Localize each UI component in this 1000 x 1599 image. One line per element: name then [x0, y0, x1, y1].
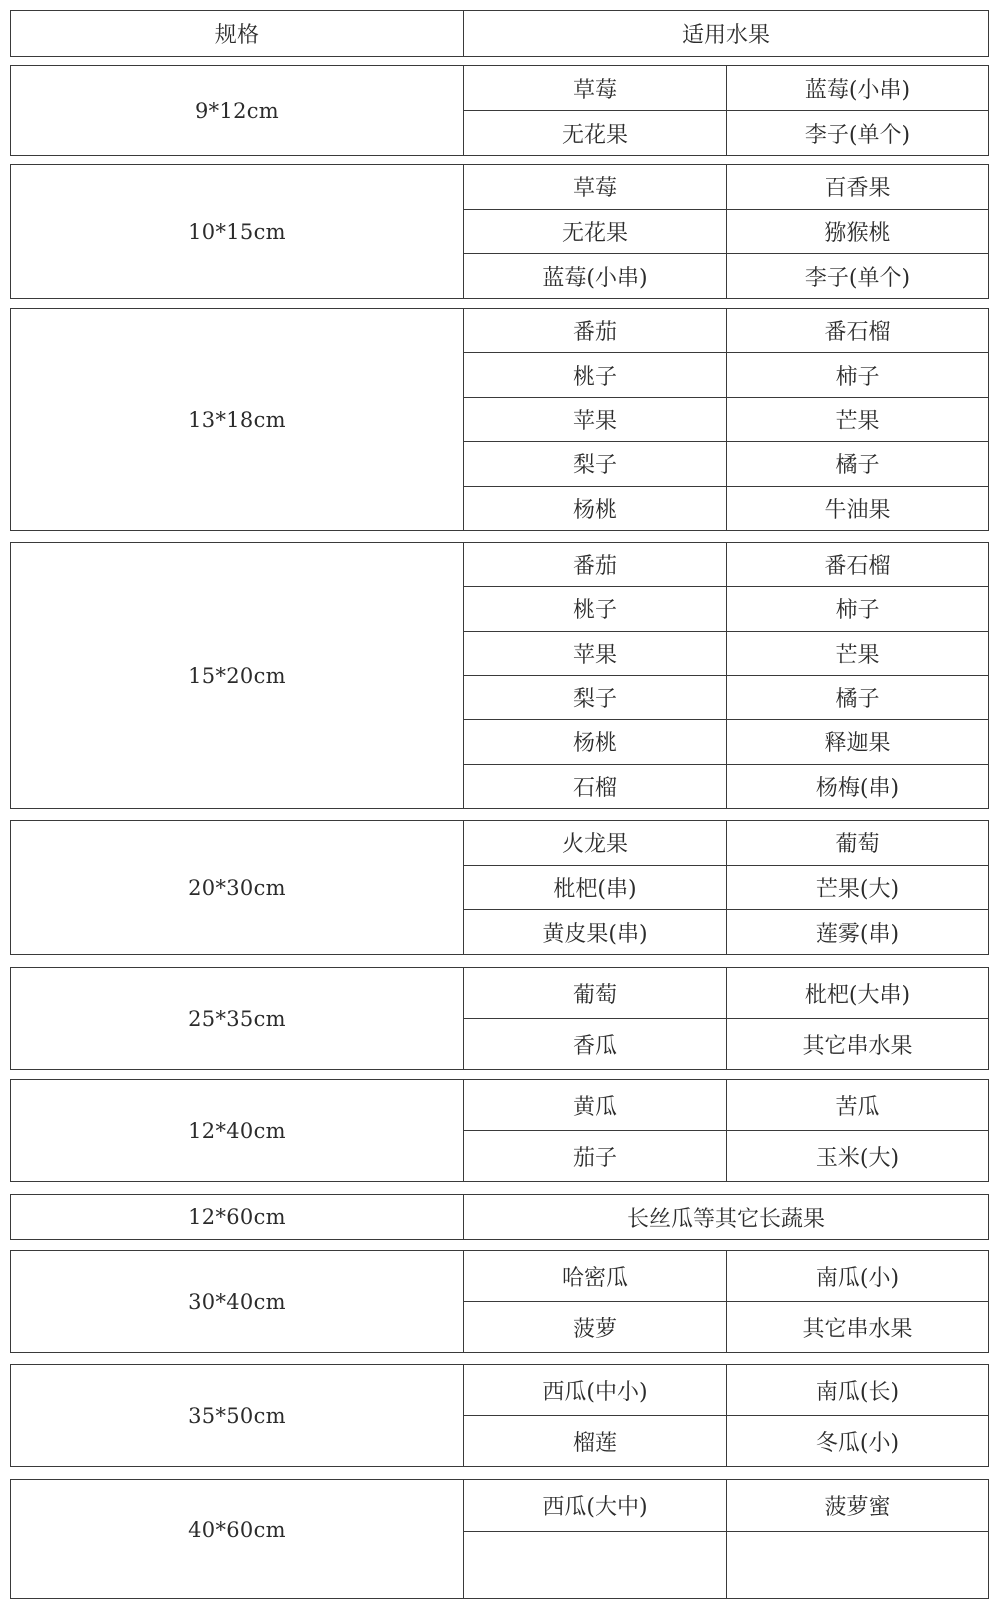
fruit-cell: 葡萄	[464, 968, 727, 1018]
size-cell: 9*12cm	[11, 66, 464, 155]
fruit-cell: 百香果	[824, 176, 891, 202]
size-group	[10, 308, 989, 531]
fruit-cell: 菠萝蜜	[824, 1495, 891, 1520]
fruit-cell: 苹果	[464, 632, 727, 675]
fruit-grid	[464, 968, 988, 1069]
fruit-cell: 南瓜(小)	[815, 1265, 900, 1291]
fruit-row	[464, 442, 988, 486]
size-cell: 20*30cm	[11, 821, 464, 954]
fruit-row	[464, 1131, 988, 1181]
fruit-cell: 火龙果	[464, 821, 727, 865]
fruit-cell: 番茄	[464, 543, 727, 586]
fruit-grid	[464, 309, 988, 530]
fruit-cell: 橘子	[835, 687, 880, 713]
fruit-row	[464, 487, 988, 530]
fruit-header: 适用水果	[681, 23, 770, 48]
fruit-span-cell: 长丝瓜等其它长蔬果	[626, 1206, 825, 1232]
fruit-grid	[464, 821, 988, 954]
fruit-cell: 南瓜(长)	[815, 1379, 900, 1405]
size-group	[10, 967, 989, 1070]
fruit-cell: 苹果	[464, 398, 727, 441]
size-cell: 25*35cm	[11, 968, 464, 1069]
fruit-row	[464, 1302, 988, 1352]
fruit-cell: 番石榴	[824, 320, 891, 346]
fruit-cell: 哈密瓜	[464, 1251, 727, 1301]
fruit-cell: 草莓	[464, 165, 727, 209]
size-cell: 35*50cm	[11, 1365, 464, 1466]
spec-header: 规格	[11, 11, 464, 56]
fruit-row	[464, 821, 988, 866]
fruit-cell: 茄子	[464, 1131, 727, 1181]
fruit-cell: 李子(单个)	[804, 265, 911, 291]
size-group	[10, 1250, 989, 1353]
fruit-cell: 黄皮果(串)	[464, 910, 727, 954]
fruit-cell: 梨子	[464, 676, 727, 719]
fruit-cell: 桃子	[464, 587, 727, 630]
fruit-cell: 菠萝	[464, 1302, 727, 1352]
fruit-cell: 橘子	[835, 453, 880, 479]
size-cell: 40*60cm	[11, 1480, 464, 1598]
fruit-row	[464, 1416, 988, 1466]
fruit-row	[464, 676, 988, 720]
fruit-grid	[464, 66, 988, 155]
fruit-row	[464, 1532, 988, 1598]
fruit-row	[464, 309, 988, 353]
fruit-cell: 葡萄	[835, 832, 880, 858]
fruit-grid	[464, 543, 988, 808]
size-group	[10, 820, 989, 955]
size-group	[10, 1364, 989, 1467]
fruit-cell: 芒果	[835, 409, 880, 435]
fruit-row	[464, 765, 988, 808]
fruit-row	[464, 254, 988, 298]
size-cell: 30*40cm	[11, 1251, 464, 1352]
fruit-row	[464, 210, 988, 255]
size-group	[10, 1479, 989, 1599]
fruit-cell	[464, 1532, 727, 1598]
fruit-row	[464, 66, 988, 111]
fruit-cell: 草莓	[464, 66, 727, 110]
fruit-cell: 黄瓜	[464, 1080, 727, 1130]
fruit-cell: 西瓜(大中)	[464, 1480, 727, 1531]
fruit-cell: 番茄	[464, 309, 727, 352]
fruit-cell: 西瓜(中小)	[464, 1365, 727, 1415]
size-group	[10, 542, 989, 809]
fruit-cell: 香瓜	[464, 1019, 727, 1069]
fruit-cell: 芒果	[835, 642, 880, 668]
fruit-cell: 蓝莓(小串)	[804, 77, 911, 103]
fruit-row	[464, 165, 988, 210]
fruit-cell: 杨梅(串)	[815, 775, 900, 801]
fruit-cell: 无花果	[464, 111, 727, 155]
fruit-grid	[464, 1080, 988, 1181]
size-group	[10, 65, 989, 156]
fruit-cell: 柿子	[835, 598, 880, 624]
fruit-cell: 李子(单个)	[804, 122, 911, 148]
fruit-cell: 杨桃	[464, 720, 727, 763]
fruit-cell: 蓝莓(小串)	[464, 254, 727, 298]
fruit-row	[464, 398, 988, 442]
fruit-cell: 其它串水果	[802, 1316, 913, 1342]
fruit-cell: 柿子	[835, 364, 880, 390]
fruit-row	[464, 632, 988, 676]
fruit-cell: 冬瓜(小)	[815, 1430, 900, 1456]
fruit-cell: 其它串水果	[802, 1033, 913, 1059]
fruit-cell: 莲雾(串)	[815, 921, 900, 947]
fruit-row	[464, 968, 988, 1019]
fruit-cell: 玉米(大)	[815, 1145, 900, 1171]
fruit-cell: 梨子	[464, 442, 727, 485]
fruit-grid	[464, 165, 988, 298]
size-cell: 12*40cm	[11, 1080, 464, 1181]
size-group	[10, 1194, 989, 1240]
fruit-row	[464, 543, 988, 587]
size-cell: 12*60cm	[11, 1195, 464, 1239]
fruit-grid	[464, 1365, 988, 1466]
fruit-row	[464, 353, 988, 397]
fruit-row	[464, 1365, 988, 1416]
fruit-cell	[727, 1532, 988, 1598]
fruit-row	[464, 1480, 988, 1532]
size-cell: 10*15cm	[11, 165, 464, 298]
fruit-cell: 杨桃	[464, 487, 727, 530]
size-group	[10, 164, 989, 299]
fruit-row	[464, 1251, 988, 1302]
fruit-cell: 芒果(大)	[815, 877, 900, 902]
fruit-cell: 桃子	[464, 353, 727, 396]
fruit-cell: 牛油果	[824, 497, 891, 523]
fruit-row	[464, 720, 988, 764]
fruit-row	[464, 1080, 988, 1131]
fruit-row	[464, 1019, 988, 1069]
fruit-cell: 枇杷(大串)	[804, 982, 911, 1008]
fruit-cell: 番石榴	[824, 554, 891, 580]
fruit-row	[464, 866, 988, 911]
fruit-row	[464, 111, 988, 155]
size-cell: 15*20cm	[11, 543, 464, 808]
fruit-row	[464, 587, 988, 631]
fruit-cell: 猕猴桃	[824, 221, 891, 246]
fruit-cell: 无花果	[464, 210, 727, 254]
fruit-row	[464, 910, 988, 954]
fruit-cell: 石榴	[464, 765, 727, 808]
fruit-grid	[464, 1480, 988, 1598]
fruit-cell: 苦瓜	[835, 1094, 880, 1120]
size-cell: 13*18cm	[11, 309, 464, 530]
fruit-cell: 枇杷(串)	[464, 866, 727, 910]
fruit-cell: 榴莲	[464, 1416, 727, 1466]
header-row	[10, 10, 989, 57]
fruit-grid	[464, 1251, 988, 1352]
size-group	[10, 1079, 989, 1182]
fruit-cell: 释迦果	[824, 731, 891, 757]
